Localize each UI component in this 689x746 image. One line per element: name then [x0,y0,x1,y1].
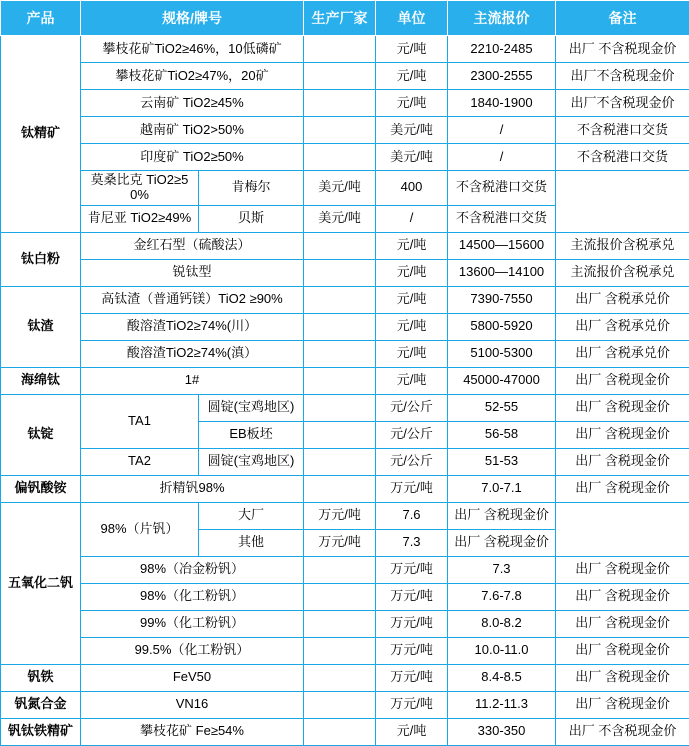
cell-unit: 元/吨 [376,718,448,745]
cell-price: 7.3 [448,556,556,583]
cell-price: 8.4-8.5 [448,664,556,691]
cell-unit: 万元/吨 [376,664,448,691]
cell-product: 五氧化二钒 [1,502,81,664]
table-row [1,367,689,394]
cell-price: 5800-5920 [448,313,556,340]
cell-note: 主流报价含税承兑 [556,259,689,286]
table-row [1,556,689,583]
cell-price: 2300-2555 [448,63,556,90]
cell-price: 11.2-11.3 [448,691,556,718]
table-row [1,475,689,502]
table-row [1,502,689,529]
cell-note: 出厂 含税现金价 [556,367,689,394]
cell-manufacturer [304,691,376,718]
cell-manufacturer [304,259,376,286]
cell-spec: 金红石型（硫酸法） [81,232,304,259]
cell-note: 出厂 含税现金价 [556,421,689,448]
cell-note: 出厂 不含税现金价 [556,36,689,63]
cell-unit: 美元/吨 [304,205,376,232]
table-row [1,171,689,206]
cell-price: / [376,205,448,232]
cell-price: 56-58 [448,421,556,448]
cell-note: 出厂不含税现金价 [556,90,689,117]
cell-note: 出厂 含税承兑价 [556,286,689,313]
cell-manufacturer [304,313,376,340]
cell-note: 出厂 含税现金价 [556,637,689,664]
cell-note: 出厂 含税现金价 [556,664,689,691]
cell-note: 不含税港口交货 [556,117,689,144]
cell-unit: 万元/吨 [376,637,448,664]
table-row [1,664,689,691]
cell-unit: 元/吨 [376,63,448,90]
table-header [1,1,689,36]
cell-spec: 折精钒98% [81,475,304,502]
table-row [1,90,689,117]
cell-price: 51-53 [448,448,556,475]
cell-unit: 元/吨 [376,367,448,394]
cell-manufacturer: 肯梅尔 [199,171,304,206]
table-row [1,583,689,610]
table-row [1,36,689,63]
cell-note: 出厂 含税现金价 [556,556,689,583]
cell-product: 钛锭 [1,394,81,475]
cell-spec: 锐钛型 [81,259,304,286]
cell-unit: 万元/吨 [376,475,448,502]
cell-manufacturer [304,448,376,475]
cell-product: 钛渣 [1,286,81,367]
cell-spec-sub: 圆锭(宝鸡地区) [199,394,304,421]
table-row [1,394,689,421]
cell-product: 钒钛铁精矿 [1,718,81,745]
cell-spec: 莫桑比克 TiO2≥50% [81,171,199,206]
cell-manufacturer [304,367,376,394]
cell-unit: 元/吨 [376,232,448,259]
cell-note: 不含税港口交货 [448,171,556,206]
cell-manufacturer [304,232,376,259]
cell-note: 主流报价含税承兑 [556,232,689,259]
table-body [1,36,689,746]
cell-manufacturer [304,144,376,171]
cell-price: / [448,144,556,171]
cell-note: 出厂 含税现金价 [556,610,689,637]
cell-note: 出厂 含税现金价 [448,529,556,556]
cell-unit: 元/吨 [376,313,448,340]
cell-note: 出厂 含税承兑价 [556,340,689,367]
cell-spec: 肯尼亚 TiO2≥49% [81,205,199,232]
cell-manufacturer [304,63,376,90]
table-row [1,232,689,259]
cell-unit: 万元/吨 [376,583,448,610]
cell-note: 不含税港口交货 [448,205,556,232]
cell-price: 400 [376,171,448,206]
cell-price: / [448,117,556,144]
cell-price: 45000-47000 [448,367,556,394]
cell-manufacturer [304,556,376,583]
cell-manufacturer: 贝斯 [199,205,304,232]
cell-note: 出厂 含税现金价 [556,691,689,718]
table-row [1,448,689,475]
cell-spec: FeV50 [81,664,304,691]
cell-product: 钒铁 [1,664,81,691]
cell-price: 13600—14100 [448,259,556,286]
cell-unit: 美元/吨 [376,144,448,171]
cell-spec: TA1 [81,394,199,448]
cell-unit: 万元/吨 [304,502,376,529]
cell-price: 5100-5300 [448,340,556,367]
cell-price: 7390-7550 [448,286,556,313]
cell-unit: 元/吨 [376,36,448,63]
cell-spec: 98%（冶金粉钒） [81,556,304,583]
cell-manufacturer [304,475,376,502]
table-row [1,610,689,637]
cell-spec: VN16 [81,691,304,718]
header-price: 主流报价 [448,1,556,36]
cell-unit: 元/吨 [376,259,448,286]
cell-manufacturer [304,718,376,745]
cell-unit: 万元/吨 [376,556,448,583]
table-row [1,117,689,144]
cell-spec-sub: 圆锭(宝鸡地区) [199,448,304,475]
cell-price: 7.0-7.1 [448,475,556,502]
header-note: 备注 [556,1,689,36]
cell-spec: 攀枝花矿TiO2≥46%，10低磷矿 [81,36,304,63]
cell-manufacturer [304,394,376,421]
cell-manufacturer [304,340,376,367]
cell-spec: 高钛渣（普通钙镁）TiO2 ≥90% [81,286,304,313]
cell-spec: 云南矿 TiO2≥45% [81,90,304,117]
cell-unit: 万元/吨 [376,691,448,718]
cell-unit: 美元/吨 [376,117,448,144]
table-row [1,259,689,286]
cell-unit: 元/公斤 [376,421,448,448]
header-manufacturer: 生产厂家 [304,1,376,36]
cell-product: 海绵钛 [1,367,81,394]
cell-spec: 越南矿 TiO2>50% [81,117,304,144]
header-product: 产品 [1,1,81,36]
cell-note: 出厂 含税现金价 [556,394,689,421]
header-spec: 规格/牌号 [81,1,304,36]
cell-note: 出厂 含税现金价 [448,502,556,529]
cell-manufacturer [304,421,376,448]
cell-note: 出厂 含税承兑价 [556,313,689,340]
cell-product: 钒氮合金 [1,691,81,718]
cell-price: 2210-2485 [448,36,556,63]
table-row [1,286,689,313]
cell-spec: 攀枝花矿TiO2≥47%，20矿 [81,63,304,90]
cell-spec: 98%（化工粉钒） [81,583,304,610]
cell-spec: 98%（片钒） [81,502,199,556]
cell-spec: 酸溶渣TiO2≥74%(滇） [81,340,304,367]
cell-unit: 万元/吨 [304,529,376,556]
cell-price: 1840-1900 [448,90,556,117]
table-row [1,340,689,367]
cell-manufacturer [304,117,376,144]
table-row [1,718,689,745]
cell-unit: 元/公斤 [376,394,448,421]
cell-note: 不含税港口交货 [556,144,689,171]
cell-price: 7.6 [376,502,448,529]
cell-spec: 印度矿 TiO2≥50% [81,144,304,171]
cell-note: 出厂 含税现金价 [556,583,689,610]
cell-price: 8.0-8.2 [448,610,556,637]
table-row [1,63,689,90]
cell-unit: 元/公斤 [376,448,448,475]
cell-price: 330-350 [448,718,556,745]
header-unit: 单位 [376,1,448,36]
cell-manufacturer [304,36,376,63]
cell-spec: 99%（化工粉钒） [81,610,304,637]
table-row [1,313,689,340]
cell-spec: 99.5%（化工粉钒） [81,637,304,664]
table-row [1,637,689,664]
cell-manufacturer [304,90,376,117]
cell-manufacturer [304,610,376,637]
cell-price: 14500—15600 [448,232,556,259]
cell-spec: TA2 [81,448,199,475]
table-row [1,691,689,718]
table-row [1,144,689,171]
cell-manufacturer [304,664,376,691]
cell-product: 偏钒酸铵 [1,475,81,502]
cell-note: 出厂 含税现金价 [556,475,689,502]
cell-manufacturer [304,286,376,313]
cell-spec: 攀枝花矿 Fe≥54% [81,718,304,745]
cell-spec-sub: EB板坯 [199,421,304,448]
cell-product: 钛白粉 [1,232,81,286]
cell-manufacturer [304,637,376,664]
cell-product: 钛精矿 [1,36,81,233]
header-row [1,1,689,36]
cell-spec: 1# [81,367,304,394]
cell-price: 10.0-11.0 [448,637,556,664]
cell-unit: 万元/吨 [376,610,448,637]
cell-note: 出厂不含税现金价 [556,63,689,90]
cell-price: 7.6-7.8 [448,583,556,610]
cell-note: 出厂 不含税现金价 [556,718,689,745]
cell-unit: 元/吨 [376,90,448,117]
cell-manufacturer: 其他 [199,529,304,556]
cell-unit: 元/吨 [376,340,448,367]
cell-price: 52-55 [448,394,556,421]
cell-unit: 元/吨 [376,286,448,313]
cell-unit: 美元/吨 [304,171,376,206]
cell-manufacturer [304,583,376,610]
table-row [1,205,689,232]
cell-price: 7.3 [376,529,448,556]
cell-manufacturer: 大厂 [199,502,304,529]
cell-note: 出厂 含税现金价 [556,448,689,475]
cell-spec: 酸溶渣TiO2≥74%(川） [81,313,304,340]
